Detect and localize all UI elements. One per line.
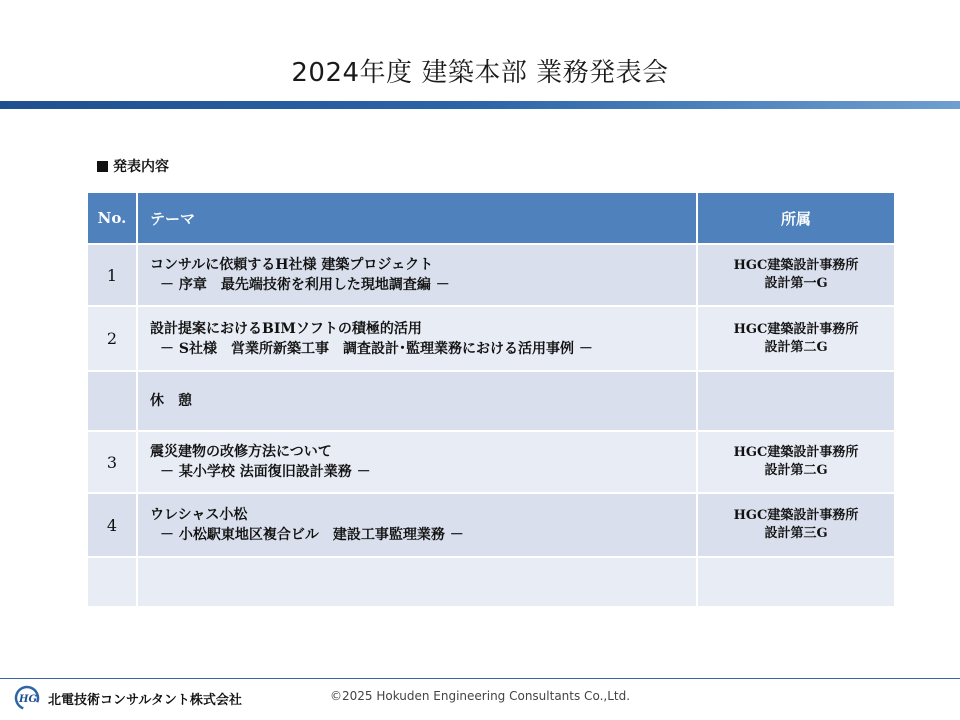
theme-title: ウレシャス小松 xyxy=(150,507,248,523)
affiliation-group: 設計第二G xyxy=(764,339,828,355)
black-square-icon xyxy=(97,161,108,172)
row-number: 4 xyxy=(87,493,137,557)
table-row xyxy=(87,557,895,607)
affiliation-office: HGC建築設計事務所 xyxy=(733,321,859,337)
title-underline-bar xyxy=(0,101,960,109)
row-affiliation xyxy=(697,244,895,306)
row-theme xyxy=(137,493,697,557)
section-label xyxy=(97,156,169,176)
table-row xyxy=(87,306,895,371)
affiliation-office: HGC建築設計事務所 xyxy=(733,258,859,273)
table-row xyxy=(87,493,895,557)
theme-title: 設計提案におけるBIMソフトの積極的活用 xyxy=(150,320,422,337)
row-affiliation xyxy=(697,493,895,557)
agenda-table xyxy=(86,191,896,608)
table-row xyxy=(87,431,895,493)
page-title: 2024年度 建築本部 業務発表会 xyxy=(291,58,669,88)
row-theme xyxy=(137,557,697,607)
row-affiliation xyxy=(697,306,895,371)
affiliation-office: HGC建築設計事務所 xyxy=(733,445,859,460)
theme-title: 震災建物の改修方法について xyxy=(150,444,332,460)
table-row xyxy=(87,371,895,431)
theme-title: 休 憩 xyxy=(150,393,192,409)
theme-subtitle: － 序章 最先端技術を利用した現地調査編 － xyxy=(160,277,450,293)
row-theme xyxy=(137,371,697,431)
table-header-row xyxy=(87,192,895,244)
row-number: 2 xyxy=(87,306,137,371)
row-affiliation xyxy=(697,371,895,431)
theme-subtitle: － 小松駅東地区複合ビル 建設工事監理業務 － xyxy=(160,527,464,543)
svg-text:HG: HG xyxy=(19,694,37,705)
row-number: 1 xyxy=(87,244,137,306)
row-number xyxy=(87,371,137,431)
row-theme xyxy=(137,306,697,371)
row-affiliation xyxy=(697,431,895,493)
copyright-text: ©2025 Hokuden Engineering Consultants Co.,Ltd. xyxy=(329,689,631,703)
affiliation-group: 設計第二G xyxy=(764,463,828,478)
row-theme xyxy=(137,431,697,493)
affiliation-group: 設計第一G xyxy=(764,276,828,291)
header-affiliation: 所属 xyxy=(697,192,895,244)
row-affiliation xyxy=(697,557,895,607)
header-no: No. xyxy=(87,192,137,244)
company-name: 北電技術コンサルタント株式会社 xyxy=(48,692,242,708)
footer-divider xyxy=(0,678,960,679)
affiliation-office: HGC建築設計事務所 xyxy=(733,508,859,523)
theme-subtitle: － 某小学校 法面復旧設計業務 － xyxy=(160,464,371,480)
table-row xyxy=(87,244,895,306)
section-label-text: 発表内容 xyxy=(113,159,169,175)
affiliation-group: 設計第三G xyxy=(764,526,828,541)
theme-title: コンサルに依頼するH社様 建築プロジェクト xyxy=(150,257,434,273)
header-theme: テーマ xyxy=(137,192,697,244)
theme-subtitle: － S社様 営業所新築工事 調査設計･監理業務における活用事例 － xyxy=(160,340,593,357)
row-number: 3 xyxy=(87,431,137,493)
row-theme xyxy=(137,244,697,306)
row-number xyxy=(87,557,137,607)
